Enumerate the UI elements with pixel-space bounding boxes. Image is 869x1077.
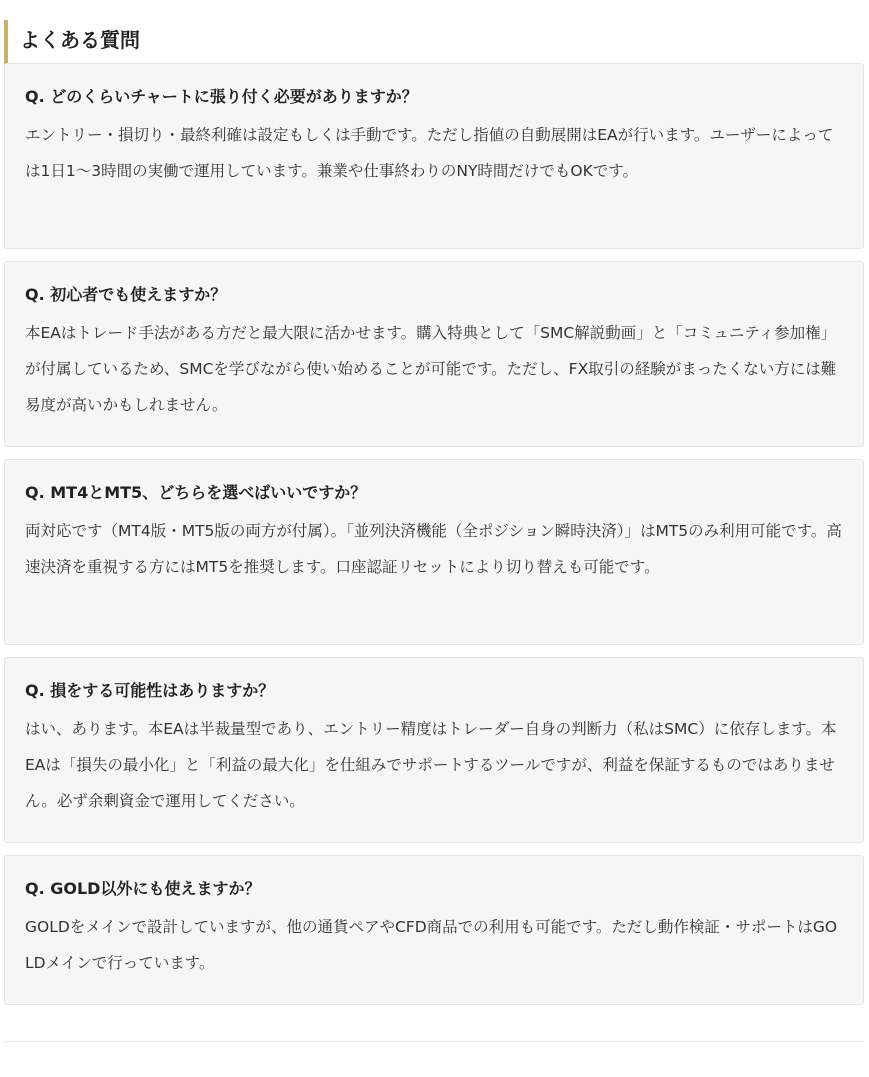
faq-question: Q. 損をする可能性はありますか？: [25, 681, 275, 700]
faq-item: [4, 261, 864, 447]
faq-list: [4, 63, 864, 1017]
faq-question: Q. どのくらいチャートに張り付く必要がありますか？: [25, 87, 418, 106]
faq-item: [4, 855, 864, 1005]
faq-question: Q. GOLD以外にも使えますか？: [25, 879, 261, 898]
faq-answer: 本EAはトレード手法がある方だと最大限に活かせます。購入特典として「SMC解説動画」と「コミュニティ参加権」が付属しているため、SMCを学びながら使い始めることが可能です。ただし、FX取引の経験がまったくない方には難易度が高いかもしれません。: [25, 324, 837, 414]
divider: [4, 1041, 864, 1042]
faq-question: Q. MT4とMT5、どちらを選べばいいですか？: [25, 483, 367, 502]
faq-answer: 両対応です（MT4版・MT5版の両方が付属）。「並列決済機能（全ポジション瞬時決済）」はMT5のみ利用可能です。高速決済を重視する方にはMT5を推奨します。口座認証リセットにより切り替えも可能です。: [25, 522, 842, 576]
page-title: よくある質問: [4, 20, 604, 64]
faq-answer: はい、あります。本EAは半裁量型であり、エントリー精度はトレーダー自身の判断力（私はSMC）に依存します。本EAは「損失の最小化」と「利益の最大化」を仕組みでサポートするツールですが、利益を保証するものではありません。必ず余剰資金で運用してください。: [25, 720, 837, 810]
faq-answer: エントリー・損切り・最終利確は設定もしくは手動です。ただし指値の自動展開はEAが行います。ユーザーによっては1日1〜3時間の実働で運用しています。兼業や仕事終わりのNY時間だけでもOKです。: [25, 126, 834, 180]
faq-answer: GOLDをメインで設計していますが、他の通貨ペアやCFD商品での利用も可能です。ただし動作検証・サポートはGOLDメインで行っています。: [25, 918, 838, 972]
faq-item: [4, 459, 864, 645]
faq-question: Q. 初心者でも使えますか？: [25, 285, 227, 304]
faq-item: [4, 63, 864, 249]
faq-item: [4, 657, 864, 843]
